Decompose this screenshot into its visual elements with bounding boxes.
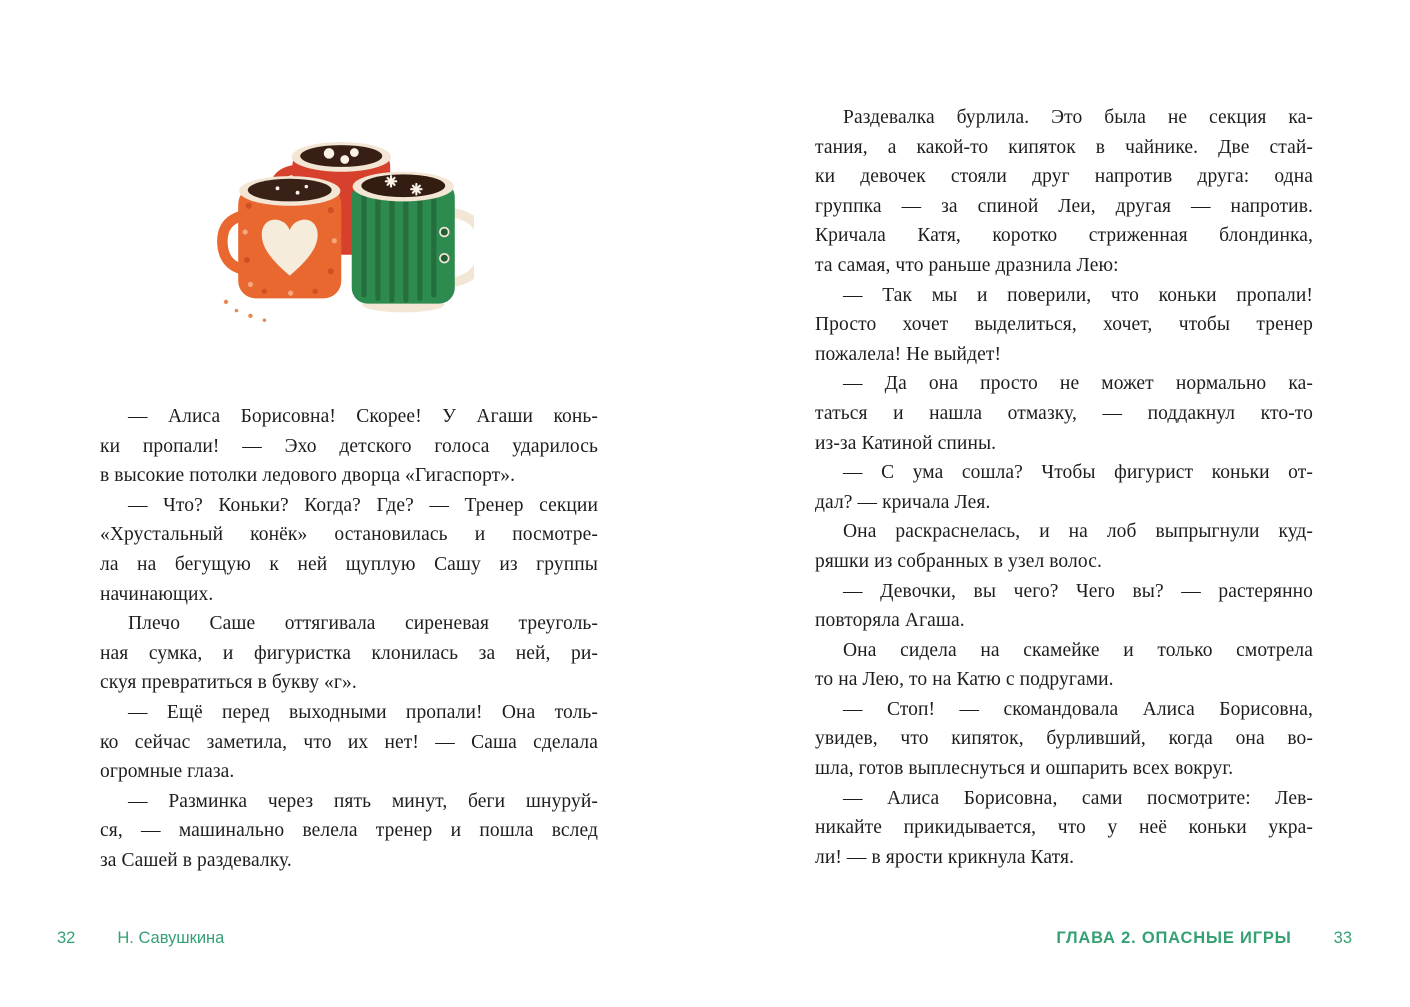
text-line: тания, а какой-то кипяток в чайнике. Две стай- <box>815 136 1313 158</box>
right-page-text <box>815 103 1313 872</box>
paragraph <box>815 458 1313 517</box>
left-footer <box>57 929 224 948</box>
text-line: из-за Катиной спины. <box>815 432 997 454</box>
text-line: группка — за спиной Леи, другая — напротив. <box>815 195 1313 217</box>
paragraph <box>100 491 598 609</box>
orange-mug <box>222 176 341 322</box>
paragraph <box>815 517 1313 576</box>
right-footer <box>1056 929 1352 948</box>
right-page <box>705 0 1410 1007</box>
paragraph <box>100 609 598 698</box>
paragraph <box>100 402 598 491</box>
text-line: Кричала Катя, коротко стриженная блондинка, <box>815 225 1313 247</box>
text-line: — С ума сошла? Чтобы фигурист коньки от- <box>843 462 1313 484</box>
paragraph <box>100 787 598 876</box>
text-line: за Сашей в раздевалку. <box>100 849 292 871</box>
paragraph <box>815 784 1313 873</box>
text-line: Она сидела на скамейке и только смотрела <box>843 639 1313 661</box>
paragraph <box>815 636 1313 695</box>
text-line: огромные глаза. <box>100 761 235 783</box>
text-line: — Алиса Борисовна! Скорее! У Агаши конь- <box>128 406 598 427</box>
text-line: увидев, что кипяток, бурливший, когда она во- <box>815 728 1313 750</box>
paragraph <box>815 695 1313 784</box>
paragraph <box>815 369 1313 458</box>
text-line: Она раскраснелась, и на лоб выпрыгнули куд- <box>843 521 1313 543</box>
author-running-head: Н. Савушкина <box>117 929 225 947</box>
text-line: «Хрустальный конёк» остановилась и посмотре- <box>100 524 598 546</box>
text-line: пожалела! Не выйдет! <box>815 343 1002 365</box>
text-line: шла, готов выплеснуться и ошпарить всех вокруг. <box>815 758 1234 780</box>
text-line: — Разминка через пять минут, беги шнуруй- <box>128 790 598 812</box>
green-mug <box>352 172 474 313</box>
chapter-running-head: ГЛАВА 2. ОПАСНЫЕ ИГРЫ <box>1056 929 1292 947</box>
text-line: — Стоп! — скомандовала Алиса Борисовна, <box>843 698 1313 720</box>
three-cocoa-mugs-drawing <box>212 116 474 348</box>
page-number-right: 33 <box>1333 929 1352 947</box>
text-line: таться и нашла отмазку, — поддакнул кто-то <box>815 402 1313 424</box>
text-line: — Девочки, вы чего? Чего вы? — растерянно <box>843 580 1313 602</box>
mugs-illustration <box>212 116 474 348</box>
text-line: в высокие потолки ледового дворца «Гигаспорт». <box>100 465 516 487</box>
text-line: Просто хочет выделиться, хочет, чтобы тренер <box>815 314 1313 336</box>
text-line: — Что? Коньки? Когда? Где? — Тренер секции <box>128 494 598 516</box>
page-number-left: 32 <box>57 929 76 947</box>
text-line: ко сейчас заметила, что их нет! — Саша сделала <box>100 731 598 753</box>
text-line: — Алиса Борисовна, сами посмотрите: Лев- <box>843 787 1313 809</box>
text-line: ная сумка, и фигуристка клонилась за ней, ри- <box>100 642 598 664</box>
text-line: та самая, что раньше дразнила Лею: <box>815 254 1119 276</box>
text-line: никайте прикидывается, что у неё коньки укра- <box>815 817 1313 839</box>
text-line: то на Лею, то на Катю с подругами. <box>815 669 1114 691</box>
text-line: начинающих. <box>100 583 214 605</box>
paragraph <box>100 698 598 787</box>
text-line: ки девочек стояли друг напротив друга: одна <box>815 166 1313 188</box>
text-line: — Да она просто не может нормально ка- <box>843 373 1313 395</box>
text-line: скуя превратиться в букву «г». <box>100 672 357 694</box>
paragraph <box>815 103 1313 281</box>
text-line: — Ещё перед выходными пропали! Она толь- <box>128 701 598 723</box>
text-line: ки пропали! — Эхо детского голоса ударилось <box>100 435 598 457</box>
text-line: ла на бегущую к ней щуплую Сашу из группы <box>100 553 598 575</box>
text-line: ся, — машинально велела тренер и пошла вслед <box>100 820 598 842</box>
text-line: Плечо Саше оттягивала сиреневая треуголь- <box>128 613 598 635</box>
text-line: дал? — кричала Лея. <box>815 491 991 513</box>
left-page-text <box>100 402 598 876</box>
text-line: повторяла Агаша. <box>815 610 965 632</box>
text-line: — Так мы и поверили, что коньки пропали! <box>843 284 1313 306</box>
paragraph <box>815 281 1313 370</box>
text-line: ряшки из собранных в узел волос. <box>815 550 1102 572</box>
text-line: ли! — в ярости крикнула Катя. <box>815 846 1075 868</box>
paragraph <box>815 577 1313 636</box>
text-line: Раздевалка бурлила. Это была не секция ка- <box>843 107 1313 128</box>
